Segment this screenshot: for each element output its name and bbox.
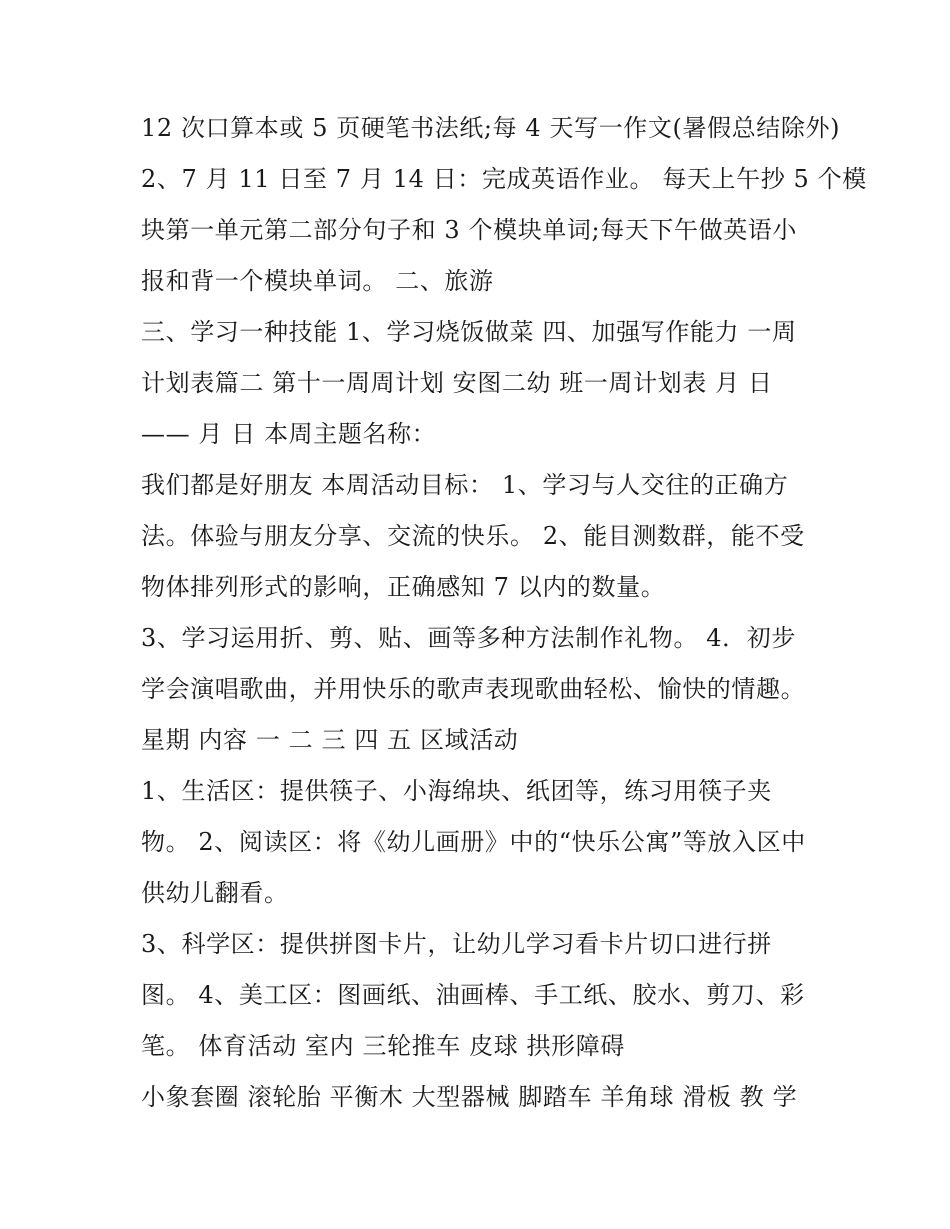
text-line: 物体排列形式的影响，正确感知 7 以内的数量。 xyxy=(141,573,666,601)
text-line: 图。 4、美工区：图画纸、油画棒、手工纸、胶水、剪刀、彩 xyxy=(141,981,805,1009)
text-line: 1、生活区：提供筷子、小海绵块、纸团等，练习用筷子夹 xyxy=(141,777,772,805)
text-line: 笔。 体育活动 室内 三轮推车 皮球 拱形障碍 xyxy=(141,1032,625,1060)
text-line: 物。 2、阅读区：将《幼儿画册》中的“快乐公寓”等放入区中 xyxy=(141,828,806,856)
text-line: 报和背一个模块单词。 二、旅游 xyxy=(141,267,494,295)
text-line: 3、学习运用折、剪、贴、画等多种方法制作礼物。 4．初步 xyxy=(141,624,796,652)
text-line: 学会演唱歌曲，并用快乐的歌声表现歌曲轻松、愉快的情趣。 xyxy=(141,675,806,703)
text-line: 块第一单元第二部分句子和 3 个模块单词;每天下午做英语小 xyxy=(141,216,798,244)
text-line: 我们都是好朋友 本周活动目标： 1、学习与人交往的正确方 xyxy=(141,471,789,499)
text-line: 小象套圈 滚轮胎 平衡木 大型器械 脚踏车 羊角球 滑板 教 学 xyxy=(141,1083,798,1111)
text-line: 3、科学区：提供拼图卡片，让幼儿学习看卡片切口进行拼 xyxy=(141,930,772,958)
text-line: 供幼儿翻看。 xyxy=(141,879,289,907)
text-line: 星期 内容 一 二 三 四 五 区域活动 xyxy=(141,726,519,754)
text-line: 三、学习一种技能 1、学习烧饭做菜 四、加强写作能力 一周 xyxy=(141,318,797,346)
text-line: —— 月 日 本周主题名称： xyxy=(141,420,437,448)
text-line: 2、7 月 11 日至 7 月 14 日：完成英语作业。 每天上午抄 5 个模 xyxy=(141,165,867,193)
text-line: 计划表篇二 第十一周周计划 安图二幼 班一周计划表 月 日 xyxy=(141,369,773,397)
text-line: 法。体验与朋友分享、交流的快乐。 2、能目测数群，能不受 xyxy=(141,522,805,550)
text-line: 12 次口算本或 5 页硬笔书法纸;每 4 天写一作文(暑假总结除外) xyxy=(141,114,841,142)
